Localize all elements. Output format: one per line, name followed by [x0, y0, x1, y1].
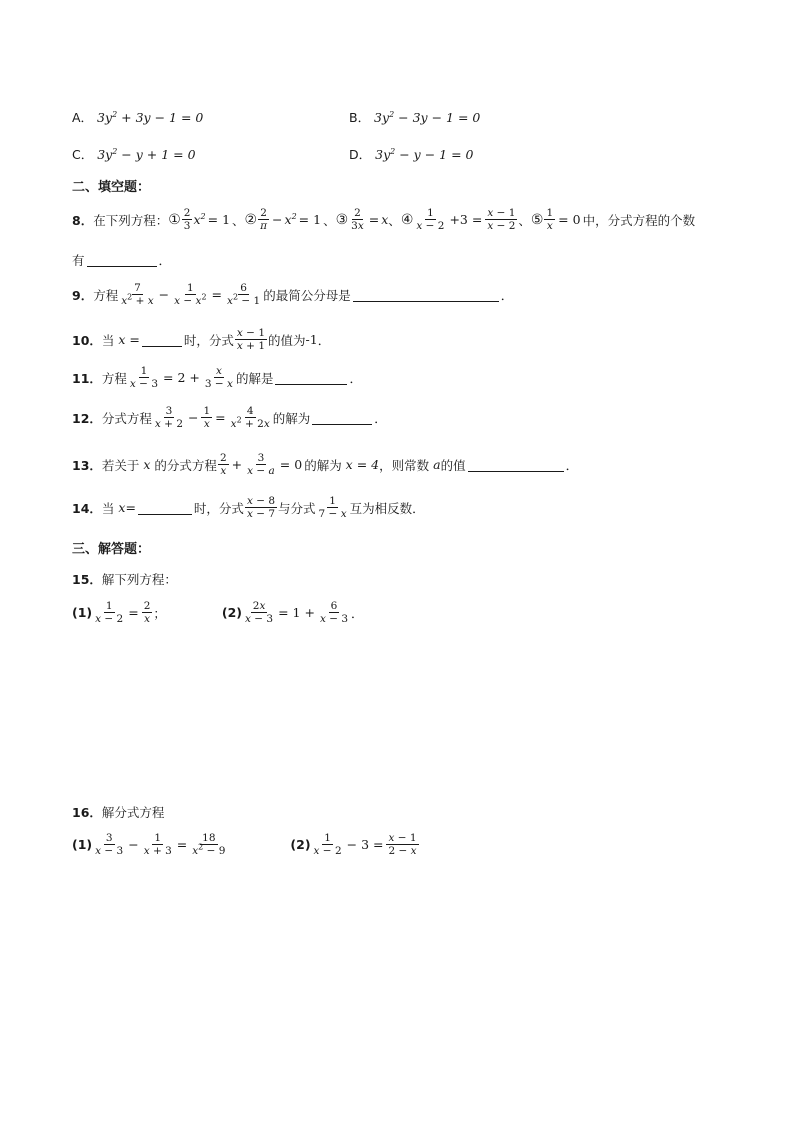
period: ．: [158, 253, 172, 268]
question-8: 8． 在下列方程： ① 2 3 $x^2$ = 1 、 ② 2 π − $x^2$ = 1 、 ③ $\frac{2}{3x}$ = x 、 ④ 1 x − 2 +3 = $\frac{x - 1}{x - 2}$ 、 ⑤ $\frac{1}{x}$ = 0 中，分式方程的个数: [72, 207, 696, 232]
question-11-number: 11．: [72, 370, 102, 386]
question-14-tail: 互为相反数．: [349, 500, 425, 516]
question-16-parts: (1) 3 x − 3 − $\frac{1}{x + 3}$ = $\frac{18}{x^2 - 9}$ (2) 1 x − 2 − 3 = $\frac{x - 1}{2 - x}$: [72, 832, 417, 857]
question-9-prefix: 方程: [93, 287, 119, 303]
fraction: $\frac{x - 1}{2 - x}$: [388, 832, 417, 857]
fraction: 2 x: [219, 452, 227, 477]
question-8-line2: [72, 251, 171, 269]
period: ．: [565, 457, 579, 473]
question-9: 9． 方程 7 $x^2 + x$ − $\frac{1}{x - x^2}$ = $\frac{6}{x^2 - 1}$ 的最简公分母是 ．: [72, 282, 514, 307]
question-15: [72, 570, 177, 588]
period: ．: [351, 605, 364, 621]
question-16-number: 16．: [72, 805, 102, 820]
question-13-mid2: ，则常数: [379, 457, 430, 473]
question-15-parts: (1) $\frac{1}{x - 2}$ = $\frac{2}{x}$ ； (2) $\frac{2x}{x - 3}$ = 1 + $\frac{6}{x - 3}$ ．: [72, 600, 364, 625]
question-10-prefix: 当: [101, 332, 115, 348]
answer-blank[interactable]: [138, 501, 192, 515]
question-12-tail: 的解为: [272, 410, 311, 426]
semicolon: ；: [153, 605, 166, 621]
question-9-tail: 的最简公分母是: [263, 287, 351, 303]
fraction: $\frac{1}{x - x^2}$: [174, 282, 207, 307]
question-10: 10． 当 x = 时，分式 x − 1 x + 1 的值为 -1 ．: [72, 327, 331, 352]
question-13-tail: 的解为: [304, 457, 342, 473]
fraction: $\frac{1}{x}$: [203, 405, 211, 430]
fraction: $\frac{2}{x}$: [143, 600, 151, 625]
fraction: 1 x − 2: [416, 207, 445, 232]
period: ．: [317, 332, 331, 348]
question-15-text: 解下列方程：: [101, 572, 177, 587]
option-c-label: C．: [72, 147, 94, 162]
period: ．: [349, 370, 362, 386]
fraction: 1 7 − x: [318, 495, 347, 520]
separator: 、: [388, 212, 401, 228]
answer-blank[interactable]: [353, 288, 499, 302]
fraction: $\frac{1}{x + 3}$: [143, 832, 172, 857]
option-b[interactable]: [349, 108, 480, 126]
separator: 、: [323, 212, 336, 228]
question-10-value: -1: [305, 332, 318, 347]
fraction: $\frac{4}{x^2 + 2x}$: [230, 405, 270, 430]
question-14-mid: 时，分式: [193, 500, 244, 516]
question-10-number: 10．: [72, 332, 102, 348]
circle-4: ④: [400, 211, 414, 228]
question-11: 11． 方程 $\frac{1}{x - 3}$ = 2 + $\frac{x}{3 - x}$ 的解是 ．: [72, 365, 362, 390]
option-d[interactable]: [349, 145, 473, 163]
question-8-prefix: 在下列方程：: [93, 212, 169, 228]
answer-blank[interactable]: [87, 253, 157, 267]
question-14-mid2: 与分式: [278, 500, 316, 516]
option-b-label: B．: [349, 110, 371, 125]
section-solve-heading: 三、解答题：: [72, 542, 151, 557]
answer-blank[interactable]: [142, 333, 182, 347]
question-14-prefix: 当: [101, 500, 115, 516]
fraction: 3 x − 3: [95, 832, 124, 857]
fraction: 7 $x^2 + x$: [121, 282, 154, 307]
separator: 、: [232, 212, 245, 228]
fraction: x − 8 x − 7: [246, 495, 276, 520]
question-8-tail: 中，分式方程的个数: [582, 212, 696, 228]
answer-blank[interactable]: [468, 458, 564, 472]
fraction: $\frac{x}{3 - x}$: [204, 365, 233, 390]
answer-blank[interactable]: [275, 371, 347, 385]
fraction: 2 3: [183, 207, 191, 232]
part-1-label: (1): [72, 837, 93, 852]
answer-blank[interactable]: [312, 411, 372, 425]
question-12: 12． 分式方程 3 x + 2 − $\frac{1}{x}$ = $\frac{4}{x^2 + 2x}$ 的解为 ．: [72, 405, 387, 430]
option-c-equation: $3y^2 - y + 1 = 0$: [93, 146, 196, 162]
fraction: $\frac{18}{x^2 - 9}$: [192, 832, 226, 857]
fraction: $\frac{3}{x - a}$: [247, 452, 275, 477]
question-11-tail: 的解是: [235, 370, 274, 386]
question-14-number: 14．: [72, 500, 102, 516]
section-fill-heading: 二、填空题：: [72, 180, 151, 195]
question-10-tail: 的值为: [268, 332, 306, 348]
question-11-prefix: 方程: [101, 370, 127, 386]
part-1-label: (1): [72, 605, 93, 620]
question-13: 13． 若关于 x 的分式方程 2 x + $\frac{3}{x - a}$ = 0 的解为 x = 4 ，则常数 a 的值 ．: [72, 452, 579, 477]
question-13-tail2: 的值: [440, 457, 466, 473]
circle-3: ③: [335, 211, 349, 228]
question-8-number: 8．: [72, 212, 94, 228]
fraction: x − 1 x + 1: [236, 327, 265, 352]
separator: 、: [518, 212, 531, 228]
question-16-text: 解分式方程: [101, 805, 165, 820]
question-15-number: 15．: [72, 572, 102, 587]
question-9-number: 9．: [72, 287, 94, 303]
question-13-prefix: 若关于: [101, 457, 140, 473]
option-a-label: A．: [72, 110, 94, 125]
fraction: $\frac{6}{x^2 - 1}$: [227, 282, 261, 307]
question-16: [72, 803, 164, 821]
period: ．: [500, 287, 514, 303]
question-10-mid: 时，分式: [183, 332, 234, 348]
option-c[interactable]: [72, 145, 196, 163]
question-13-number: 13．: [72, 457, 102, 473]
question-12-number: 12．: [72, 410, 102, 426]
fraction: 1 x − 2: [313, 832, 342, 857]
fraction: $\frac{1}{x - 3}$: [129, 365, 158, 390]
part-2-label: (2): [221, 605, 243, 620]
circle-2: ②: [244, 211, 258, 228]
fraction: 3 x + 2: [154, 405, 183, 430]
question-8-line2-prefix: 有: [72, 253, 85, 268]
question-12-prefix: 分式方程: [101, 410, 152, 426]
fraction: $\frac{x - 1}{x - 2}$: [487, 207, 516, 232]
option-b-equation: $3y^2 - 3y - 1 = 0$: [370, 109, 481, 125]
fraction: $\frac{1}{x - 2}$: [95, 600, 124, 625]
question-14: 14． 当 x= 时，分式 x − 8 x − 7 与分式 1 7 − x 互为相反数．: [72, 495, 425, 520]
fraction: $\frac{2x}{x - 3}$: [245, 600, 274, 625]
circle-1: ①: [168, 211, 181, 228]
option-d-equation: $3y^2 - y - 1 = 0$: [371, 146, 474, 162]
fraction: $\frac{1}{x}$: [546, 207, 554, 232]
option-a[interactable]: [72, 108, 203, 126]
part-2-label: (2): [290, 837, 311, 852]
circle-5: ⑤: [530, 211, 544, 228]
period: ．: [374, 410, 387, 426]
fraction: 2 π: [260, 207, 268, 232]
option-a-equation: $3y^2 + 3y - 1 = 0$: [93, 109, 204, 125]
question-13-mid: 的分式方程: [154, 457, 217, 473]
option-d-label: D．: [349, 147, 372, 162]
fraction: $\frac{6}{x - 3}$: [319, 600, 349, 625]
fraction: $\frac{2}{3x}$: [351, 207, 364, 232]
